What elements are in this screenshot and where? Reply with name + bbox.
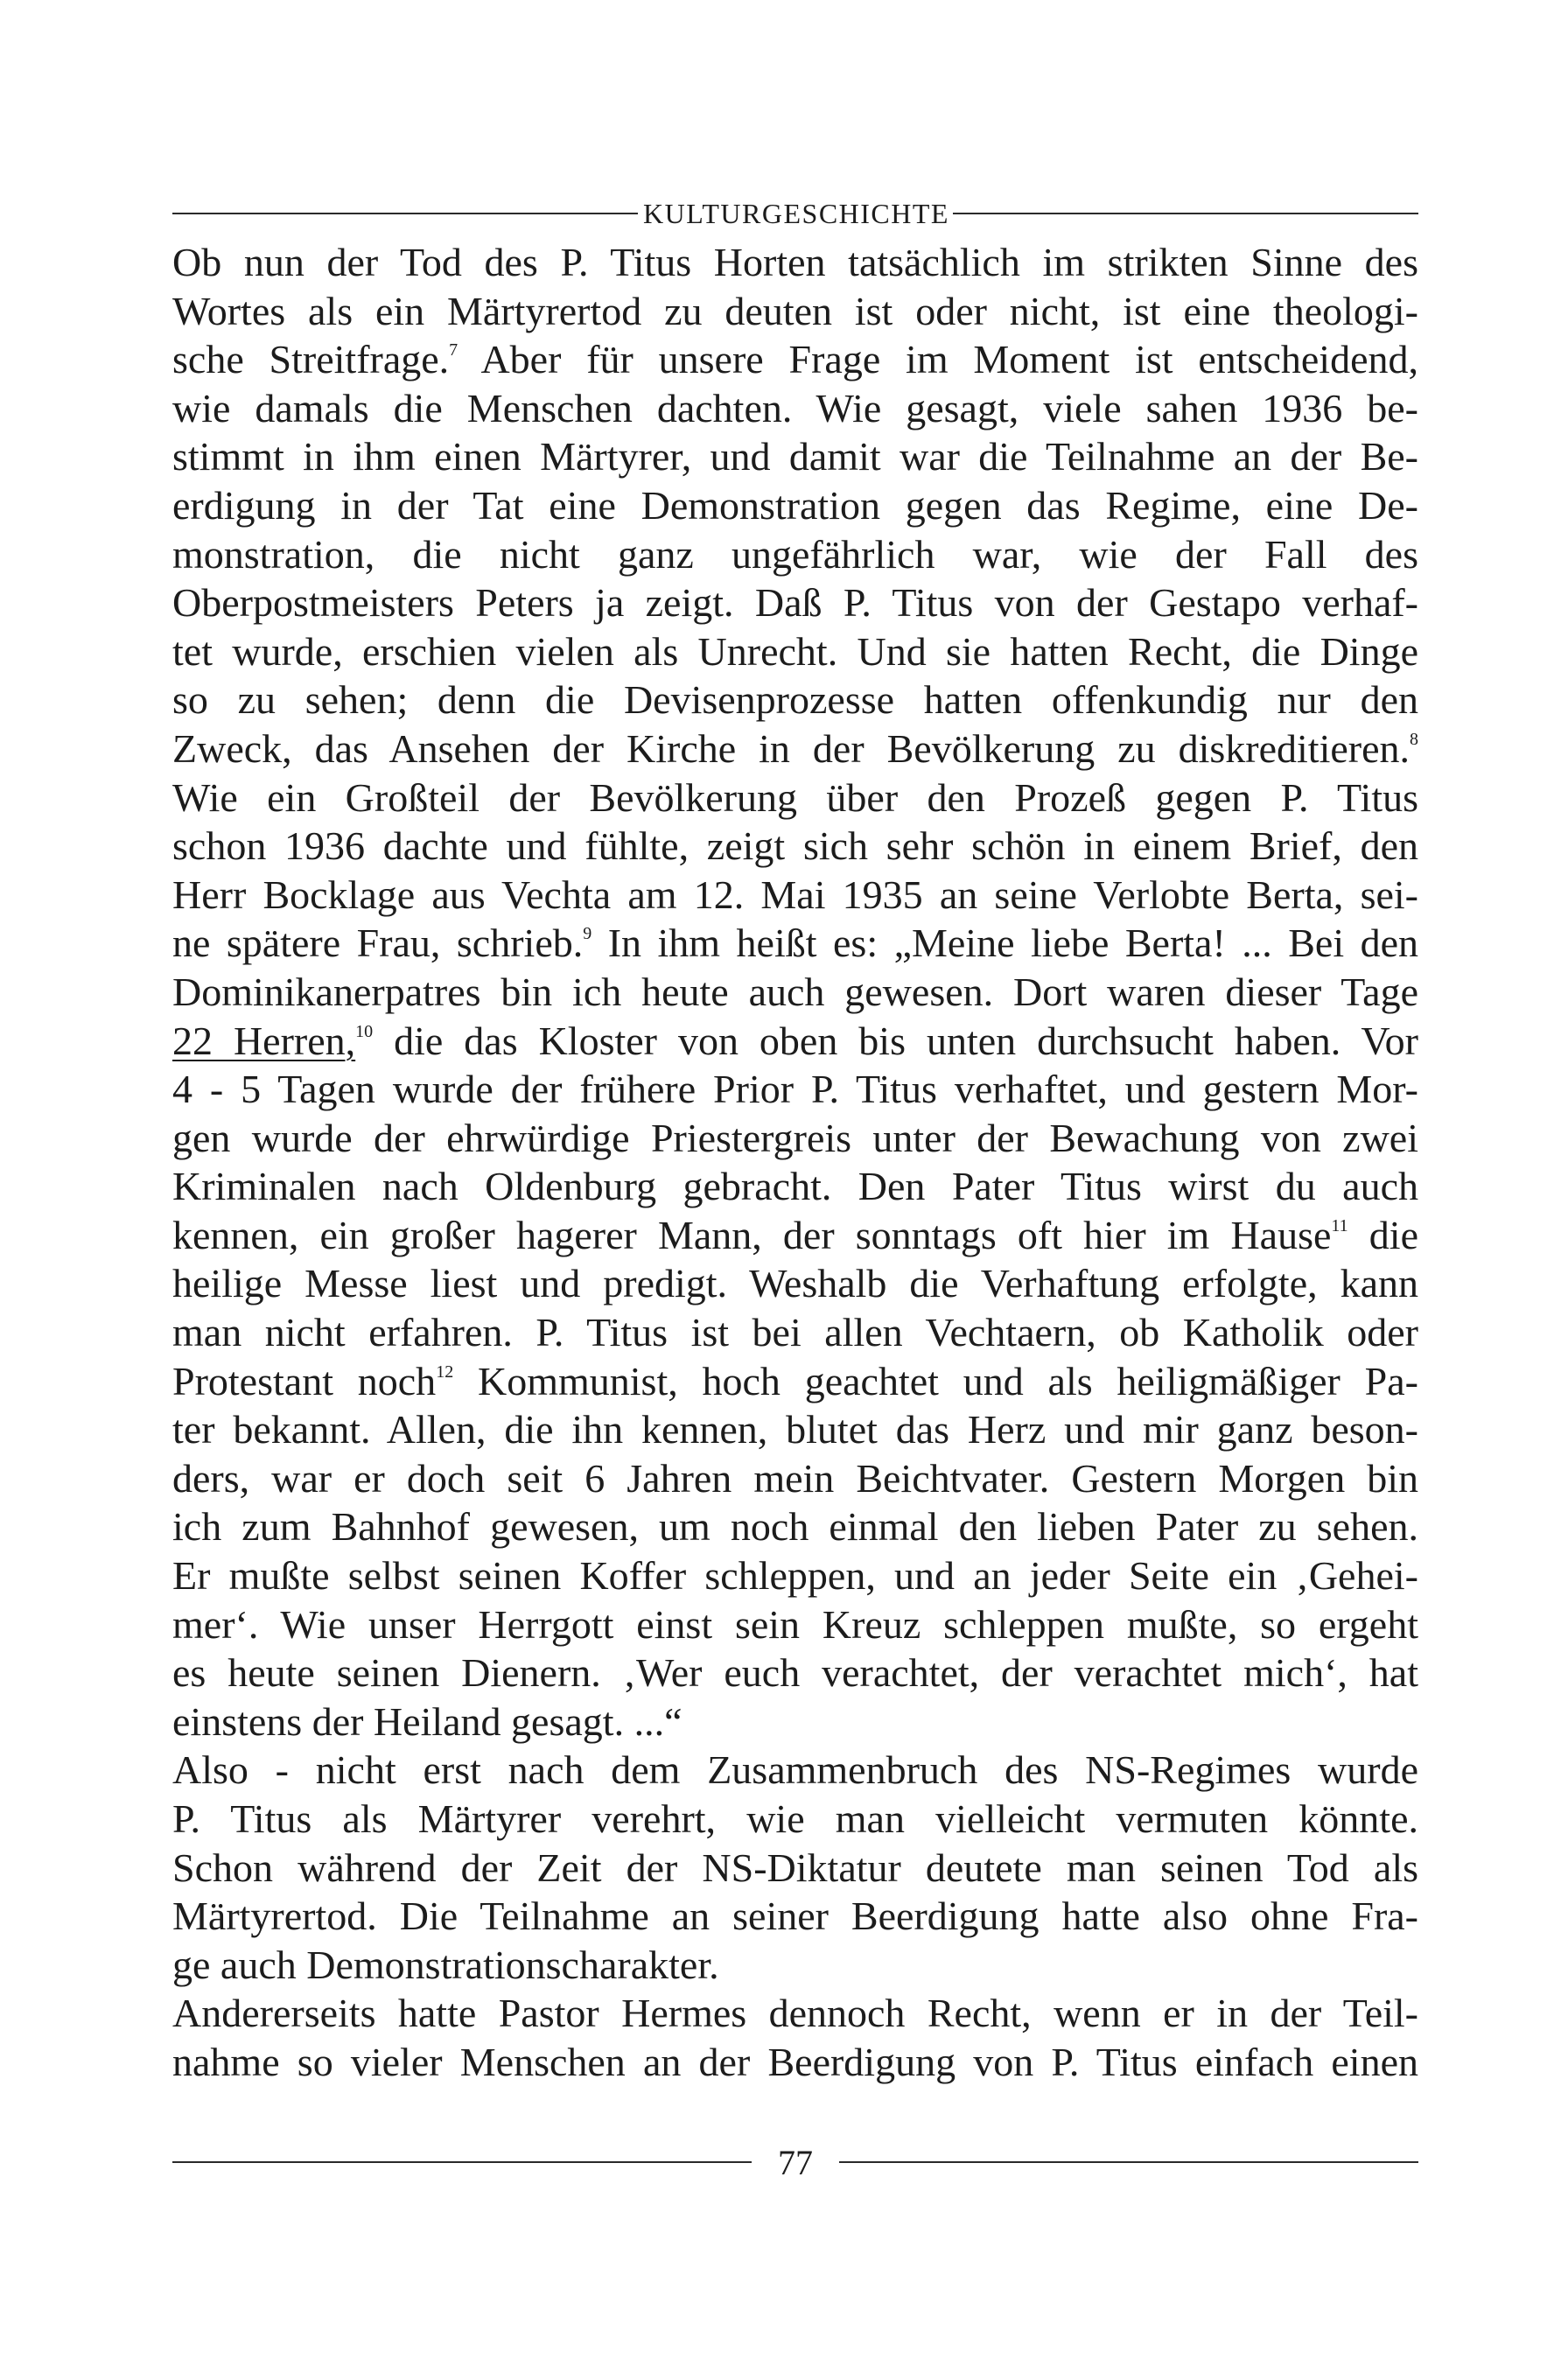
line-text: tet wurde, erschien vielen als Unrecht. Und sie hatten Recht, die Dinge — [172, 628, 1418, 674]
text-line — [172, 1017, 1418, 1066]
text-line — [172, 578, 1418, 627]
footnote-marker: 11 — [1331, 1215, 1348, 1236]
running-head-title: KULTURGESCHICHTE — [643, 197, 949, 229]
line-text: Märtyrertod. Die Teilnahme an seiner Beerdigung hatte also ohne Fra- — [172, 1894, 1418, 1939]
line-text: Also - nicht erst nach dem Zusammenbruch des NS-Regimes wurde — [172, 1747, 1418, 1793]
running-head-rule-left — [172, 213, 638, 214]
text-line — [172, 1698, 1418, 1746]
line-text-continued: Aber für unsere Frage im Moment ist entscheidend, — [458, 337, 1418, 382]
text-line — [172, 1551, 1418, 1600]
text-line — [172, 1941, 1418, 1990]
text-line — [172, 432, 1418, 481]
text-line — [172, 2038, 1418, 2087]
underlined-phrase: 22 Herren, — [172, 1018, 356, 1063]
text-line — [172, 384, 1418, 433]
running-head-rule-right — [953, 213, 1418, 214]
line-text: Kriminalen nach Oldenburg gebracht. Den Pater Titus wirst du auch — [172, 1164, 1418, 1209]
text-line — [172, 287, 1418, 336]
text-line — [172, 1259, 1418, 1308]
line-text-continued: Kommunist, hoch geachtet und als heiligmäßiger Pa- — [453, 1358, 1418, 1404]
line-text: Oberpostmeisters Peters ja zeigt. Daß P. Titus von der Gestapo verhaf- — [172, 580, 1418, 626]
text-line — [172, 627, 1418, 676]
text-line — [172, 1795, 1418, 1844]
body-text — [172, 238, 1418, 2087]
text-line — [172, 1162, 1418, 1211]
line-text: gen wurde der ehrwürdige Priestergreis unter der Bewachung von zwei — [172, 1115, 1418, 1160]
line-text: kennen, ein großer hagerer Mann, der sonntags oft hier im Hause — [172, 1212, 1332, 1257]
line-text: ich zum Bahnhof gewesen, um noch einmal den lieben Pater zu sehen. — [172, 1504, 1418, 1550]
line-text: Dominikanerpatres bin ich heute auch gewesen. Dort waren dieser Tage — [172, 969, 1418, 1014]
line-text-continued: die das Kloster von oben bis unten durchsucht haben. Vor — [373, 1018, 1418, 1063]
line-text: Er mußte selbst seinen Koffer schleppen, und an jeder Seite ein ‚Gehei- — [172, 1553, 1418, 1599]
line-text: Schon während der Zeit der NS-Diktatur deutete man seinen Tod als — [172, 1844, 1418, 1890]
line-text: ge auch Demonstrationscharakter. — [172, 1942, 719, 1987]
text-line — [172, 774, 1418, 822]
line-text: ter bekannt. Allen, die ihn kennen, blutet das Herz und mir ganz beson- — [172, 1407, 1418, 1452]
line-text: ders, war er doch seit 6 Jahren mein Beichtvater. Gestern Morgen bin — [172, 1455, 1418, 1501]
text-line — [172, 1989, 1418, 2038]
text-line — [172, 676, 1418, 724]
footnote-marker: 10 — [355, 1021, 374, 1041]
line-text: schon 1936 dachte und fühlte, zeigt sich sehr schön in einem Brief, den — [172, 823, 1418, 869]
line-text: 4 - 5 Tagen wurde der frühere Prior P. Titus verhaftet, und gestern Mor- — [172, 1067, 1418, 1112]
text-line — [172, 1502, 1418, 1551]
text-line — [172, 1746, 1418, 1795]
text-line — [172, 481, 1418, 530]
text-line — [172, 1405, 1418, 1454]
line-text-continued: In ihm heißt es: „Meine liebe Berta! ... Bei den — [592, 920, 1418, 966]
text-line — [172, 724, 1418, 774]
footnote-marker: 8 — [1410, 729, 1418, 749]
line-text: Wortes als ein Märtyrertod zu deuten ist oder nicht, ist eine theologi- — [172, 288, 1418, 333]
line-text: P. Titus als Märtyrer verehrt, wie man vielleicht vermuten könnte. — [172, 1796, 1418, 1841]
line-text: wie damals die Menschen dachten. Wie gesagt, viele sahen 1936 be- — [172, 385, 1418, 430]
text-line — [172, 1211, 1418, 1260]
footnote-marker: 7 — [449, 340, 458, 360]
footnote-marker: 9 — [583, 924, 592, 944]
line-text: stimmt in ihm einen Märtyrer, und damit war die Teilnahme an der Be- — [172, 434, 1418, 480]
line-text: so zu sehen; denn die Devisenprozesse hatten offenkundig nur den — [172, 677, 1418, 723]
folio-rule-right — [839, 2161, 1418, 2163]
text-line — [172, 1892, 1418, 1941]
line-text: man nicht erfahren. P. Titus ist bei allen Vechtaern, ob Katholik oder — [172, 1310, 1418, 1355]
text-line — [172, 1600, 1418, 1649]
line-text: monstration, die nicht ganz ungefährlich war, wie der Fall des — [172, 531, 1418, 577]
line-text: Zweck, das Ansehen der Kirche in der Bevölkerung zu diskreditieren. — [172, 725, 1410, 771]
text-line — [172, 1065, 1418, 1114]
line-text: mer‘. Wie unser Herrgott einst sein Kreuz schleppen mußte, so ergeht — [172, 1601, 1418, 1647]
line-text: Andererseits hatte Pastor Hermes dennoch Recht, wenn er in der Teil- — [172, 1991, 1418, 2036]
line-text: erdigung in der Tat eine Demonstration gegen das Regime, eine De- — [172, 482, 1418, 528]
line-text: Ob nun der Tod des P. Titus Horten tatsächlich im strikten Sinne des — [172, 240, 1418, 284]
text-line — [172, 919, 1418, 968]
text-line — [172, 871, 1418, 920]
line-text: Protestant noch — [172, 1358, 437, 1404]
text-line — [172, 1357, 1418, 1406]
line-text-continued: die — [1348, 1212, 1418, 1257]
line-text: ne spätere Frau, schrieb. — [172, 920, 584, 966]
text-line — [172, 822, 1418, 871]
text-line — [172, 968, 1418, 1017]
text-line — [172, 530, 1418, 579]
folio — [172, 2140, 1418, 2184]
text-line — [172, 238, 1418, 287]
folio-rule-left — [172, 2161, 752, 2163]
footnote-marker: 12 — [436, 1362, 454, 1382]
line-text: einstens der Heiland gesagt. ...“ — [172, 1698, 682, 1744]
page-number: 77 — [778, 2142, 813, 2182]
line-text: sche Streitfrage. — [172, 337, 450, 382]
line-text: Wie ein Großteil der Bevölkerung über den Prozeß gegen P. Titus — [172, 774, 1418, 820]
line-text: heilige Messe liest und predigt. Weshalb die Verhaftung erfolgte, kann — [172, 1261, 1418, 1306]
line-text: Herr Bocklage aus Vechta am 12. Mai 1935 an seine Verlobte Berta, sei- — [172, 872, 1418, 917]
text-line — [172, 1454, 1418, 1503]
running-head — [172, 191, 1418, 236]
line-text: nahme so vieler Menschen an der Beerdigung von P. Titus einfach einen — [172, 2039, 1418, 2084]
text-line — [172, 335, 1418, 384]
text-line — [172, 1648, 1418, 1698]
line-text: es heute seinen Dienern. ‚Wer euch verachtet, der verachtet mich‘, hat — [172, 1650, 1418, 1696]
text-line — [172, 1114, 1418, 1163]
text-line — [172, 1844, 1418, 1893]
text-line — [172, 1308, 1418, 1357]
